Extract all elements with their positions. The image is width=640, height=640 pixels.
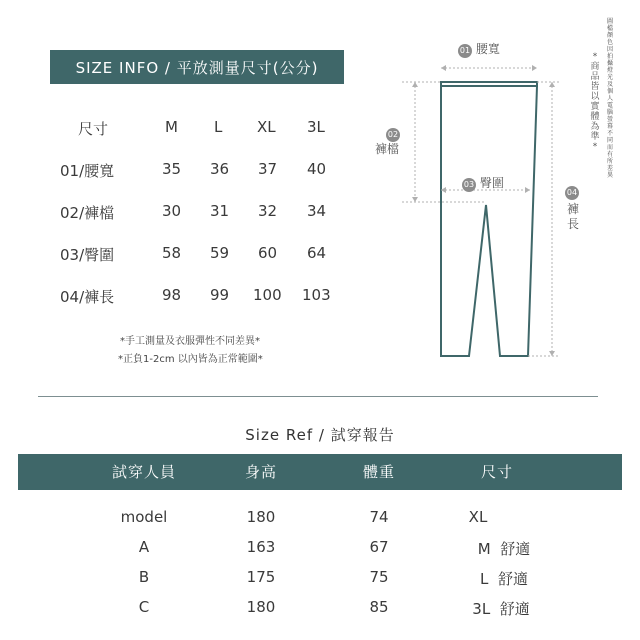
ref-weight: 75 [369,568,389,586]
waist-label-text: 腰寬 [475,42,500,56]
size-cell: 30 [162,202,182,220]
size-cell: 32 [258,202,278,220]
ref-person: B [138,568,150,586]
size-cell: 60 [258,244,278,262]
rise-label-text: 褲檔 [375,142,400,156]
size-col-header: 3L [307,118,325,136]
hip-label-text: 臀圍 [479,176,504,190]
ref-size: 3L 舒適 [472,600,530,618]
ref-person: A [138,538,150,556]
length-number-badge: 04 [565,186,579,200]
size-col-header: L [214,118,223,136]
size-cell: 31 [210,202,230,220]
size-cell: 100 [253,286,282,304]
waist-number-badge: 01 [458,44,472,58]
size-cell: 36 [210,160,230,178]
size-cell: 58 [162,244,182,262]
color-disclaimer: 圖檔顏色因拍攝燈光及個人電腦螢幕不同而有所差異 [606,18,613,179]
tolerance-note: *正負1-2cm 以內皆為正常範圍* [118,354,263,365]
size-cell: 34 [307,202,327,220]
size-cell: 103 [302,286,331,304]
header-weight: 體重 [362,463,396,481]
length-label-text: 褲長 [566,202,579,231]
hip-number-badge: 03 [462,178,476,192]
size-cell: 40 [307,160,327,178]
ref-height: 180 [246,508,276,526]
ref-size: XL [468,508,488,526]
size-row-label: 01/腰寬 [60,162,115,180]
header-size: 尺寸 [480,463,514,481]
header-person: 試穿人員 [111,463,177,481]
size-cell: 98 [162,286,182,304]
ref-height: 163 [246,538,276,556]
size-col-header: 尺寸 [78,120,109,138]
pants-outline [441,82,537,356]
size-row-label: 03/臀圍 [60,246,115,264]
measure-note: *手工測量及衣服彈性不同差異* [120,336,260,347]
header-height: 身高 [244,463,278,481]
rise-number-badge: 02 [386,128,400,142]
size-info-title: SIZE INFO / 平放測量尺寸(公分) [50,50,344,84]
section-divider [38,396,598,397]
ref-weight: 85 [369,598,389,616]
rise-label [383,122,403,142]
size-col-header: XL [257,118,276,136]
length-label [565,180,579,200]
size-cell: 59 [210,244,230,262]
ref-size: M 舒適 [477,540,531,558]
ref-height: 175 [246,568,276,586]
size-ref-title: Size Ref / 試穿報告 [245,426,395,444]
ref-person: C [138,598,150,616]
hip-label [462,174,504,192]
size-row-label: 02/褲檔 [60,204,115,222]
size-cell: 37 [258,160,278,178]
size-row-label: 04/褲長 [60,288,115,306]
ref-weight: 74 [369,508,389,526]
size-cell: 64 [307,244,327,262]
size-cell: 99 [210,286,230,304]
size-cell: 35 [162,160,182,178]
size-ref-header [18,454,622,490]
size-col-header: M [165,118,178,136]
ref-weight: 67 [369,538,389,556]
ref-height: 180 [246,598,276,616]
ref-person: model [120,508,168,526]
product-disclaimer: *商品皆以實體為準* [590,52,600,152]
ref-size: L 舒適 [480,570,528,588]
waist-label [458,40,500,58]
